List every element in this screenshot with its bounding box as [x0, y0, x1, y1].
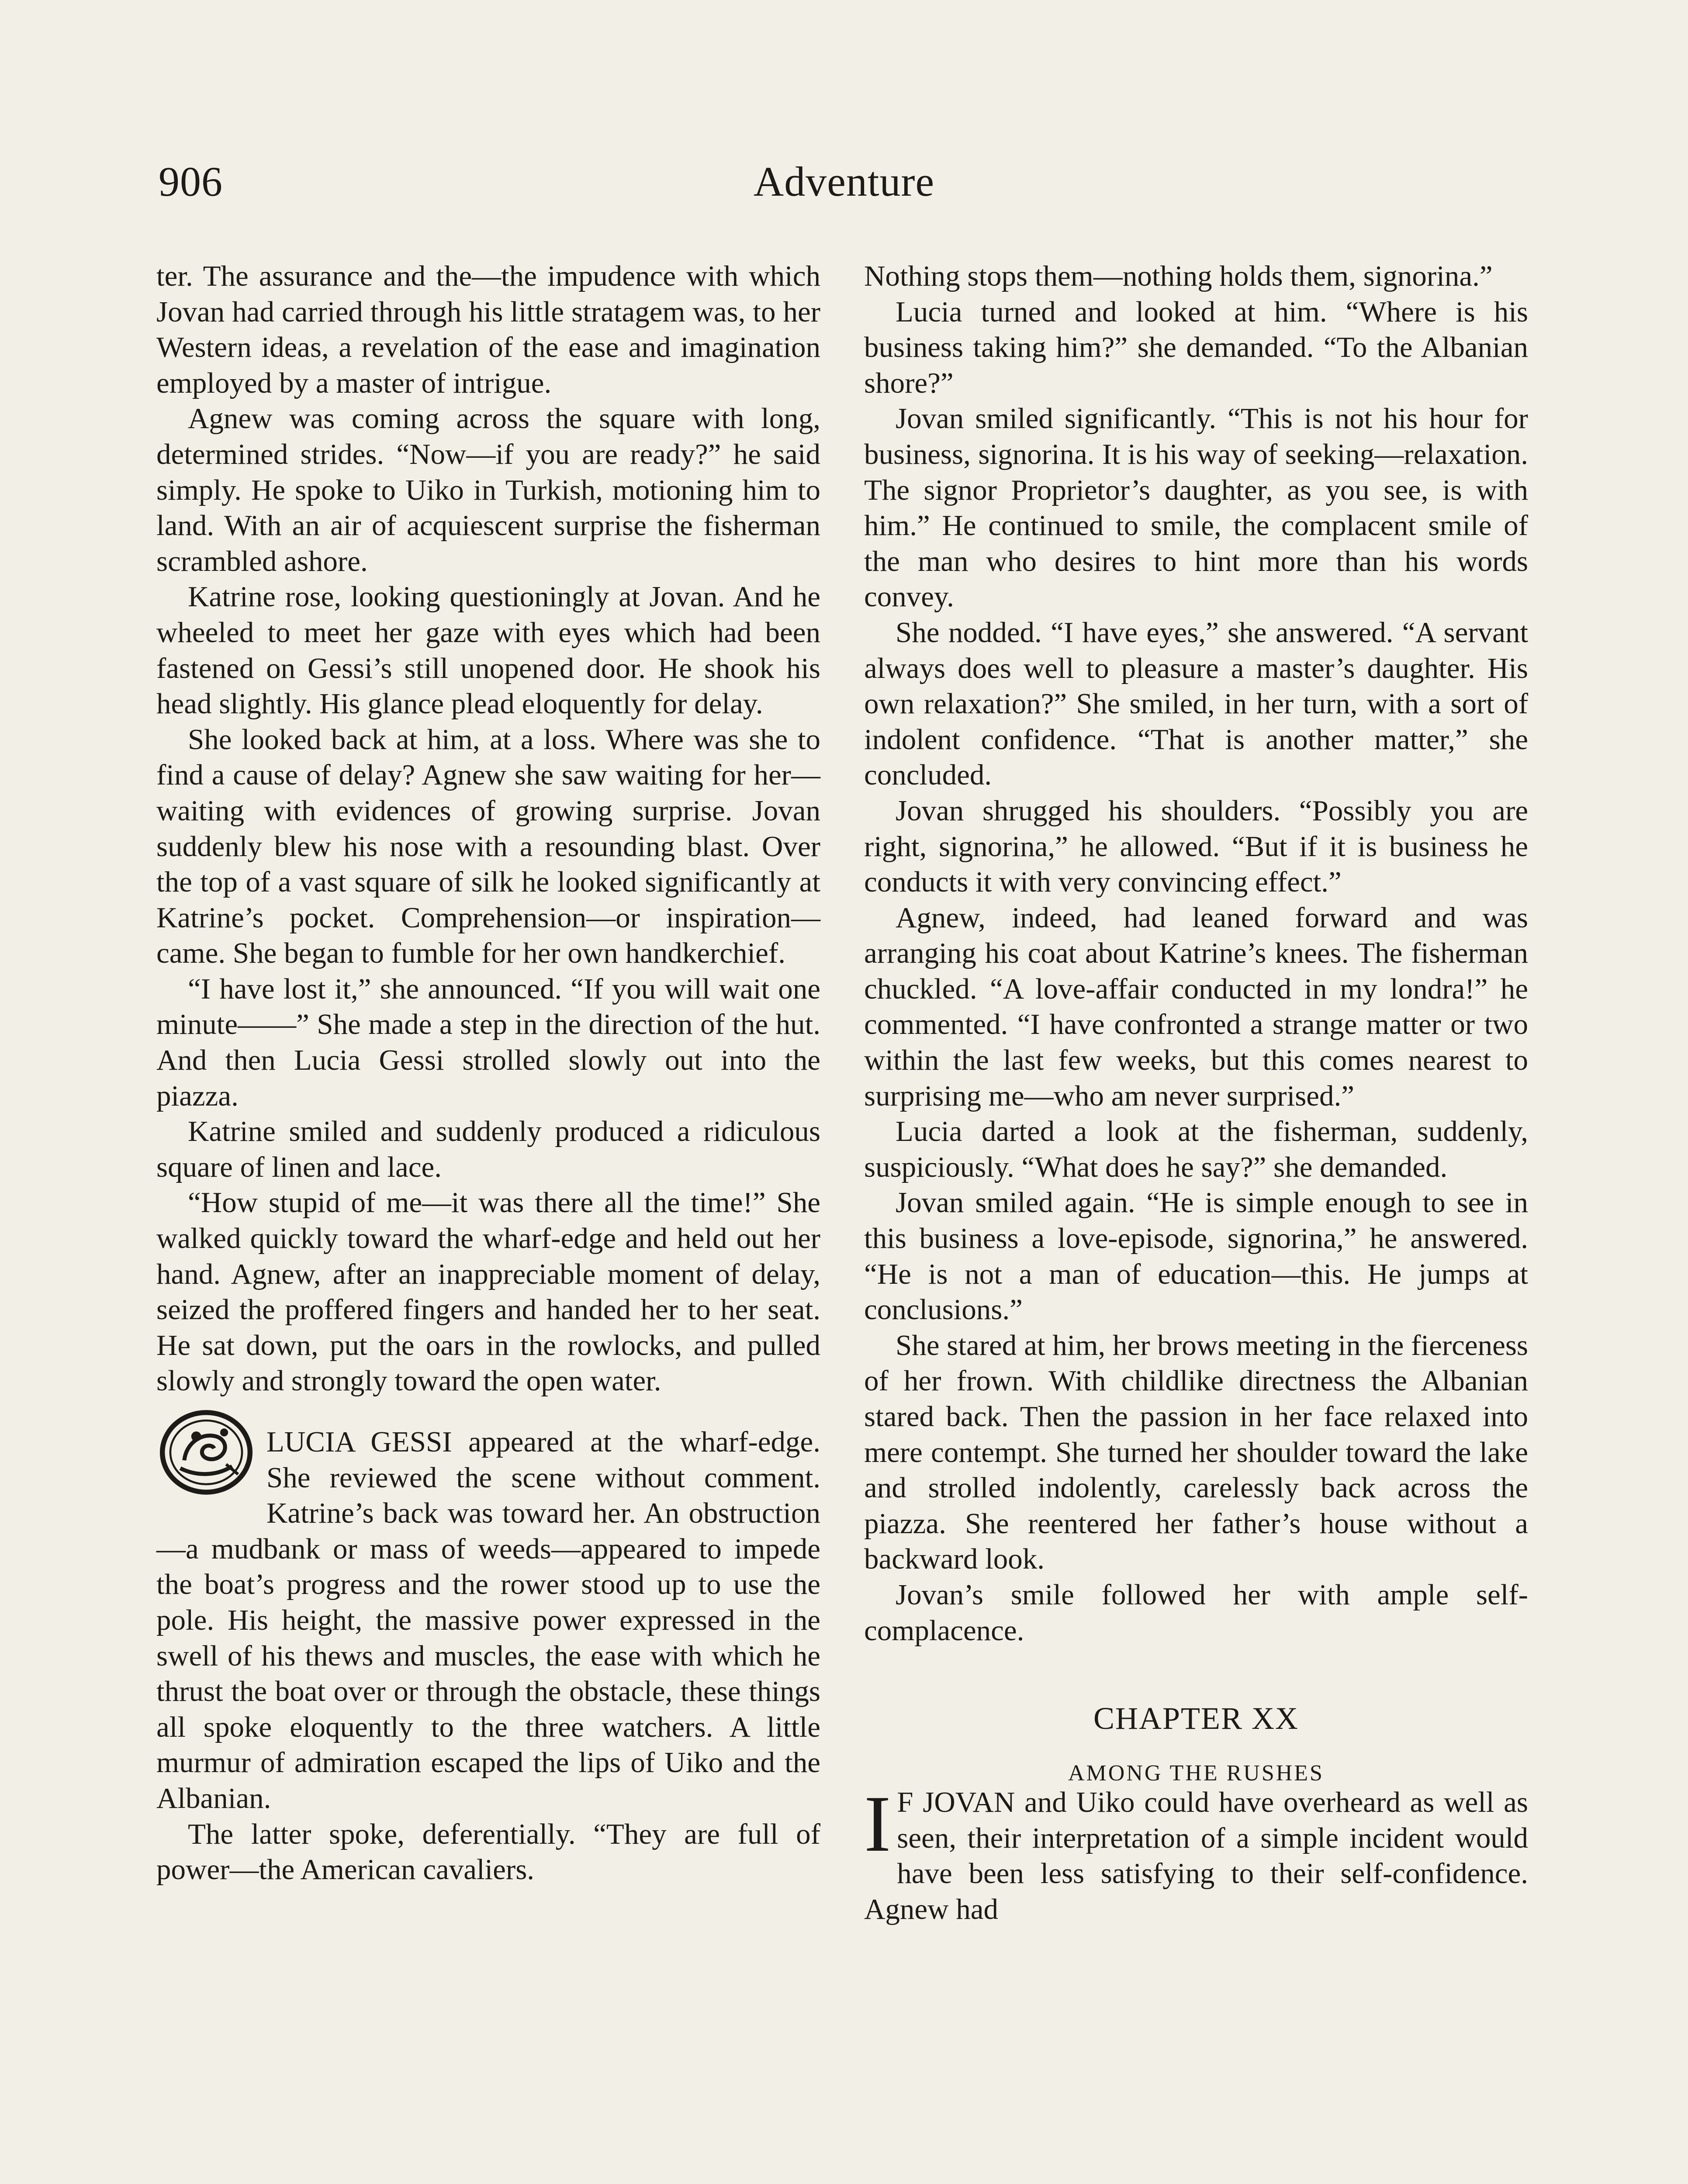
- paragraph: Lucia darted a look at the fisherman, suddenly, suspiciously. “What does he say?” she demanded.: [864, 1115, 1528, 1183]
- paragraph: Jovan smiled again. “He is simple enough to see in this business a love-episode, signorina,” he answered. “He is not a man of education—this. He jumps at conclusions.”: [864, 1186, 1528, 1326]
- paragraph: Agnew, indeed, had leaned forward and was arranging his coat about Katrine’s knees. The fisherman chuckled. “A love-affair conducted in my londra!” he commented. “I have confronted a strange matter or two within the last few weeks, but this comes nearest to surprising me—who am never surprised.”: [864, 901, 1528, 1112]
- paragraph: She looked back at him, at a loss. Where was she to find a cause of delay? Agnew she saw waiting for her—waiting with evidences of growing surprise. Jovan suddenly blew his nose with a resounding blast. Over the top of a vast square of silk he looked significantly at Katrine’s pocket. Comprehension—or inspiration—came. She began to fumble for her own handkerchief.: [156, 723, 820, 970]
- paragraph: Katrine rose, looking questioningly at Jovan. And he wheeled to meet her gaze with eyes which had been fastened on Gessi’s still unopened door. He shook his head slightly. His glance plead eloquently for delay.: [156, 581, 820, 720]
- paragraph: Jovan’s smile followed her with ample self-complacence.: [864, 1578, 1528, 1647]
- right-column: [864, 259, 1528, 1928]
- paragraph: She nodded. “I have eyes,” she answered. “A servant always does well to pleasure a master’s daughter. His own relaxation?” She smiled, in her turn, with a sort of indolent confidence. “That is another matter,” she concluded.: [864, 616, 1528, 791]
- paragraph: ter. The assurance and the—the impudence with which Jovan had carried through his little stratagem was, to her Western ideas, a revelation of the ease and imagination employed by a master of intrigue.: [156, 260, 820, 399]
- paragraph: Jovan shrugged his shoulders. “Possibly you are right, signorina,” he allowed. “But if it is business he conducts it with very convincing effect.”: [864, 794, 1528, 898]
- paragraph: Katrine smiled and suddenly produced a ridiculous square of linen and lace.: [156, 1115, 820, 1183]
- left-column: [156, 259, 820, 1888]
- chapter-heading: CHAPTER XX: [1093, 1701, 1299, 1736]
- page-number: 906: [159, 158, 223, 205]
- paragraph: LUCIA GESSI appeared at the wharf-edge. She reviewed the scene without comment. Katrine’s back was toward her. An obstruction—a mudbank or mass of weeds—appeared to impede the boat’s progress and the rower stood up to use the pole. His height, the massive power expressed in the swell of his thews and muscles, the ease with which he thrust the boat over or through the obstacle, these things all spoke eloquently to the three watchers. A little murmur of admiration escaped the lips of Uiko and the Albanian.: [156, 1426, 820, 1814]
- section-ornament-icon: [156, 1403, 256, 1502]
- chapter-opening-paragraph: [864, 1779, 1528, 1927]
- paragraph: “How stupid of me—it was there all the time!” She walked quickly toward the wharf-edge and held out her hand. Agnew, after an inappreciable moment of delay, seized the proffered fingers and handed her to her seat. He sat down, put the oars in the rowlocks, and pulled slowly and strongly toward the open water.: [156, 1186, 820, 1397]
- paragraph: “I have lost it,” she announced. “If you will wait one minute——” She made a step in the direction of the hut. And then Lucia Gessi strolled slowly out into the piazza.: [156, 972, 820, 1112]
- chapter-opening-text: F JOVAN and Uiko could have overheard as well as seen, their interpretation of a simple incident would have been less satisfying to their self-confidence. Agnew had: [864, 1786, 1528, 1925]
- paragraph: Jovan smiled significantly. “This is not his hour for business, signorina. It is his way of seeking—relaxation. The signor Proprietor’s daughter, as you see, is with him.” He continued to smile, the complacent smile of the man who desires to hint more than his words convey.: [864, 402, 1528, 613]
- paragraph: She stared at him, her brows meeting in the fierceness of her frown. With childlike directness the Albanian stared back. Then the passion in her face relaxed into mere contempt. She turned her shoulder toward the lake and strolled indolently, carelessly back across the piazza. She reentered her father’s house without a backward look.: [864, 1329, 1528, 1576]
- paragraph: The latter spoke, deferentially. “They are full of power—the American cavaliers.: [156, 1818, 820, 1886]
- paragraph: Agnew was coming across the square with long, determined strides. “Now—if you are ready?” he said simply. He spoke to Uiko in Turkish, motioning him to land. With an air of acquiescent surprise the fisherman scrambled ashore.: [156, 402, 820, 577]
- chapter-subtitle: AMONG THE RUSHES: [1068, 1761, 1324, 1786]
- paragraph: Lucia turned and looked at him. “Where is his business taking him?” she demanded. “To the Albanian shore?”: [864, 295, 1528, 399]
- drop-cap: I: [864, 1779, 891, 1869]
- magazine-title: Adventure: [753, 158, 935, 205]
- paragraph: Nothing stops them—nothing holds them, signorina.”: [864, 260, 1493, 292]
